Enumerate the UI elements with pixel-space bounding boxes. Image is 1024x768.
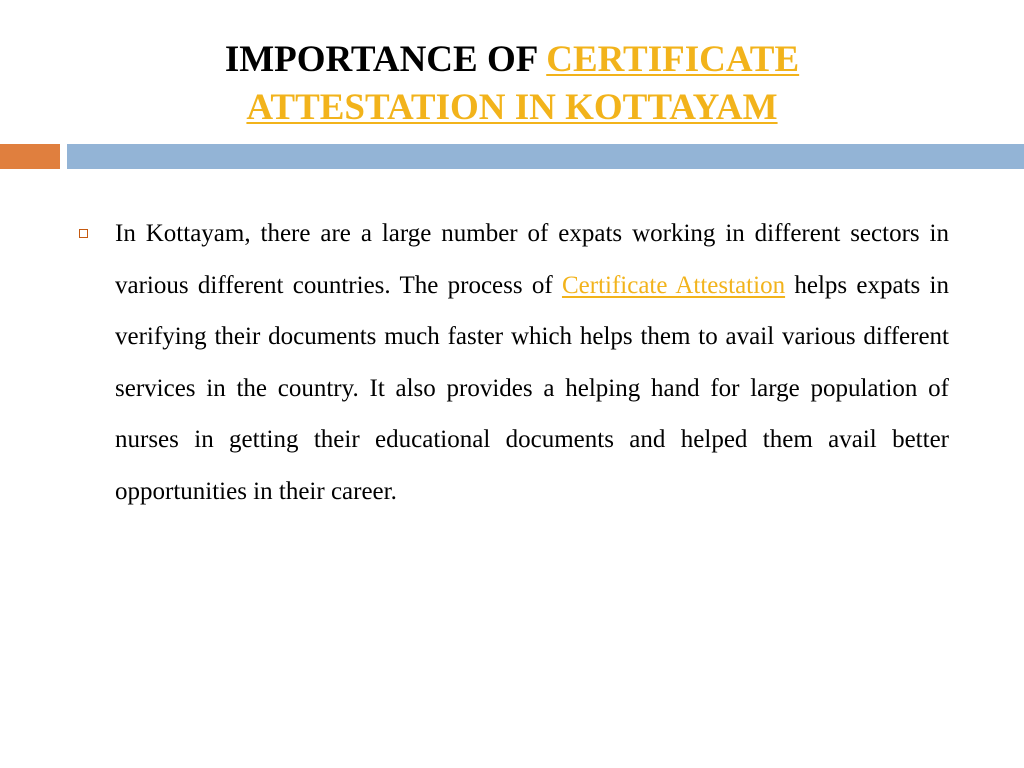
paragraph-text-end: helps expats in verifying their documents much faster which helps them to avail various different services in the country. It also provides a helping hand for large population of nurses in getting their educational documents and helped them avail better opportunities in their career. <box>115 271 949 505</box>
bullet-paragraph <box>115 208 949 517</box>
certificate-attestation-link[interactable]: Certificate Attestation <box>561 271 786 299</box>
title-link-line1: CERTIFICATE <box>546 39 800 80</box>
square-bullet-icon <box>79 229 88 238</box>
slide-title <box>0 36 1024 132</box>
title-plain-text: IMPORTANCE OF <box>224 39 547 80</box>
title-band-orange <box>0 144 60 169</box>
paragraph-text-start: In Kottayam, there are a large number of expats working in different sectors in various different countries. The process of <box>115 220 949 299</box>
title-band-blue <box>67 144 1024 169</box>
title-link-line2: ATTESTATION IN KOTTAYAM <box>246 87 778 128</box>
